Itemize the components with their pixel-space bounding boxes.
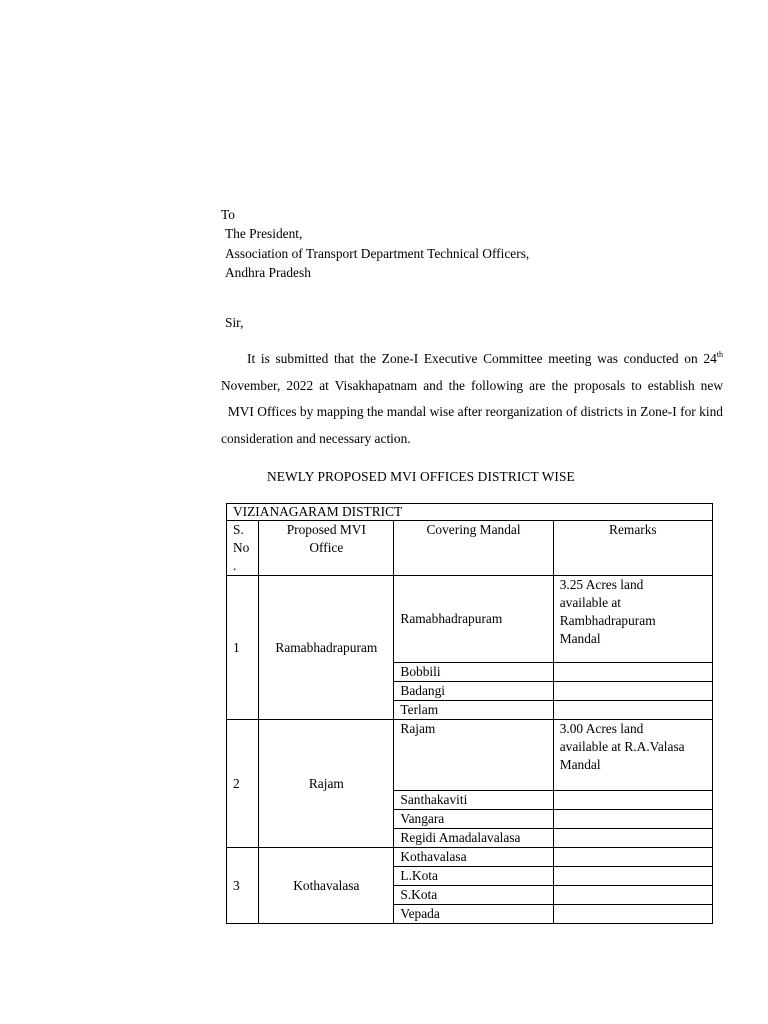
remarks-cell xyxy=(553,905,712,924)
mandal-cell: Terlam xyxy=(394,701,553,720)
remarks-cell xyxy=(553,720,712,791)
header-sno-line-2: No xyxy=(233,540,250,555)
remark-line: available at R.A.Valasa xyxy=(559,739,685,754)
sno-cell: 3 xyxy=(227,848,259,924)
remark-line: Mandal xyxy=(559,631,601,646)
remark-line: Rambhadrapuram xyxy=(559,613,656,628)
remark-line: available at xyxy=(559,595,622,610)
recipient-address xyxy=(221,205,529,282)
remarks-cell xyxy=(553,576,712,663)
mandal-cell: Vepada xyxy=(394,905,553,924)
table-row xyxy=(227,576,713,663)
header-sno xyxy=(227,521,259,576)
mvi-offices-table xyxy=(226,503,713,924)
header-office-line-2: Office xyxy=(309,540,344,555)
salutation: Sir, xyxy=(225,315,244,330)
remarks-cell xyxy=(553,791,712,810)
header-remarks: Remarks xyxy=(553,521,712,576)
remarks-cell xyxy=(553,701,712,720)
remarks-cell xyxy=(553,829,712,848)
remarks-cell xyxy=(553,867,712,886)
mandal-cell: Santhakaviti xyxy=(394,791,553,810)
header-mandal: Covering Mandal xyxy=(394,521,553,576)
header-sno-line-1: S. xyxy=(233,522,244,537)
table-header-row xyxy=(227,521,713,576)
remark-line: Mandal xyxy=(559,757,601,772)
office-cell: Kothavalasa xyxy=(259,848,394,924)
district-title: VIZIANAGARAM DISTRICT xyxy=(227,504,713,521)
address-line-2: Association of Transport Department Technical Officers, xyxy=(225,245,530,261)
address-line-3: Andhra Pradesh xyxy=(225,264,311,280)
remark-line: 3.25 Acres land xyxy=(559,577,644,592)
mandal-cell: Bobbili xyxy=(394,663,553,682)
mandal-cell: Badangi xyxy=(394,682,553,701)
mandal-cell: S.Kota xyxy=(394,886,553,905)
address-to: To xyxy=(221,207,235,222)
remark-line: 3.00 Acres land xyxy=(559,721,644,736)
mandal-cell: Rajam xyxy=(394,720,553,791)
mandal-cell: Ramabhadrapuram xyxy=(394,576,553,663)
mandal-cell: L.Kota xyxy=(394,867,553,886)
office-cell: Ramabhadrapuram xyxy=(259,576,394,720)
body-paragraph xyxy=(221,346,723,452)
header-office xyxy=(259,521,394,576)
paragraph-superscript: th xyxy=(716,350,723,359)
table-row xyxy=(227,848,713,867)
table-row xyxy=(227,720,713,791)
header-office-line-1: Proposed MVI xyxy=(286,522,366,537)
remarks-cell xyxy=(553,886,712,905)
remarks-cell xyxy=(553,682,712,701)
address-line-1: The President, xyxy=(225,226,303,242)
section-heading: NEWLY PROPOSED MVI OFFICES DISTRICT WISE xyxy=(267,469,575,484)
paragraph-part-2: November, 2022 at Visakhapatnam and the following are the proposals to establish new MVI Offices by mapping the mandal wise after reorganization of districts in Zone-I for kind consideration and necessary action. xyxy=(221,377,723,446)
table-title-row xyxy=(227,504,713,521)
mandal-cell: Kothavalasa xyxy=(394,848,553,867)
remarks-cell xyxy=(553,848,712,867)
remarks-cell xyxy=(553,663,712,682)
sno-cell: 1 xyxy=(227,576,259,720)
paragraph-part-1: It is submitted that the Zone-I Executive Committee meeting was conducted on 24 xyxy=(247,351,717,366)
remarks-cell xyxy=(553,810,712,829)
sno-cell: 2 xyxy=(227,720,259,848)
header-sno-line-3: . xyxy=(233,558,237,573)
mandal-cell: Regidi Amadalavalasa xyxy=(394,829,553,848)
office-cell: Rajam xyxy=(259,720,394,848)
mandal-cell: Vangara xyxy=(394,810,553,829)
